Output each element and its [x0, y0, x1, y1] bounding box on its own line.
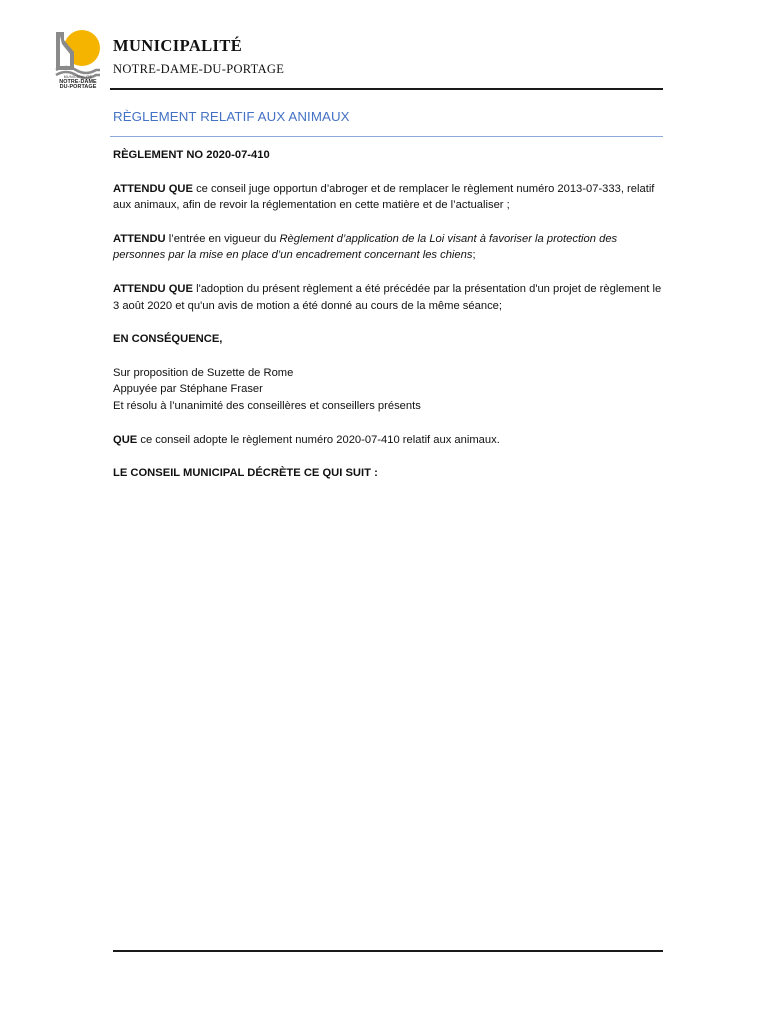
- resolution-line: Et résolu à l’unanimité des conseillères et conseillers présents: [113, 399, 421, 412]
- proposer-line: Sur proposition de Suzette de Rome: [113, 366, 294, 379]
- municipality-subtitle: NOTRE-DAME-DU-PORTAGE: [113, 62, 285, 76]
- whereas-paragraph-3: ATTENDU QUE l'adoption du présent règlement a été précédée par la présentation d'un projet de règlement le 3 août 2020 et qu'un avis de motion a été donné au cours de la même séance;: [113, 282, 662, 312]
- adoption-paragraph: QUE ce conseil adopte le règlement numéro 2020-07-410 relatif aux animaux.: [113, 433, 500, 446]
- logo-caption-small: MUNICIPALITÉ: [63, 75, 93, 79]
- heading-divider: [110, 136, 663, 137]
- seconder-line: Appuyée par Stéphane Fraser: [113, 383, 263, 396]
- logo-caption-line1: NOTRE-DAME: [59, 78, 97, 85]
- logo-caption: [50, 76, 106, 90]
- header-divider: [110, 88, 663, 90]
- consequence-heading: EN CONSÉQUENCE,: [113, 333, 223, 346]
- decree-heading: LE CONSEIL MUNICIPAL DÉCRÈTE CE QUI SUIT :: [113, 467, 378, 480]
- whereas-paragraph-2: ATTENDU l’entrée en vigueur du Règlement d’application de la Loi visant à favoriser la protection des personnes par la mise en place d’un encadrement concernant les chiens;: [113, 232, 618, 262]
- whereas-paragraph-1: ATTENDU QUE ce conseil juge opportun d’abroger et de remplacer le règlement numéro 2013-07-333, relatif aux animaux, afin de revoir la réglementation en cette matière et de l’actualiser ;: [113, 182, 655, 212]
- logo-caption-line2: DU-PORTAGE: [59, 84, 97, 90]
- document-heading: RÈGLEMENT RELATIF AUX ANIMAUX: [113, 109, 350, 124]
- municipality-title: MUNICIPALITÉ: [113, 36, 243, 55]
- footer-divider: [113, 950, 663, 952]
- regulation-number: RÈGLEMENT NO 2020-07-410: [113, 149, 270, 161]
- document-body: [113, 147, 663, 482]
